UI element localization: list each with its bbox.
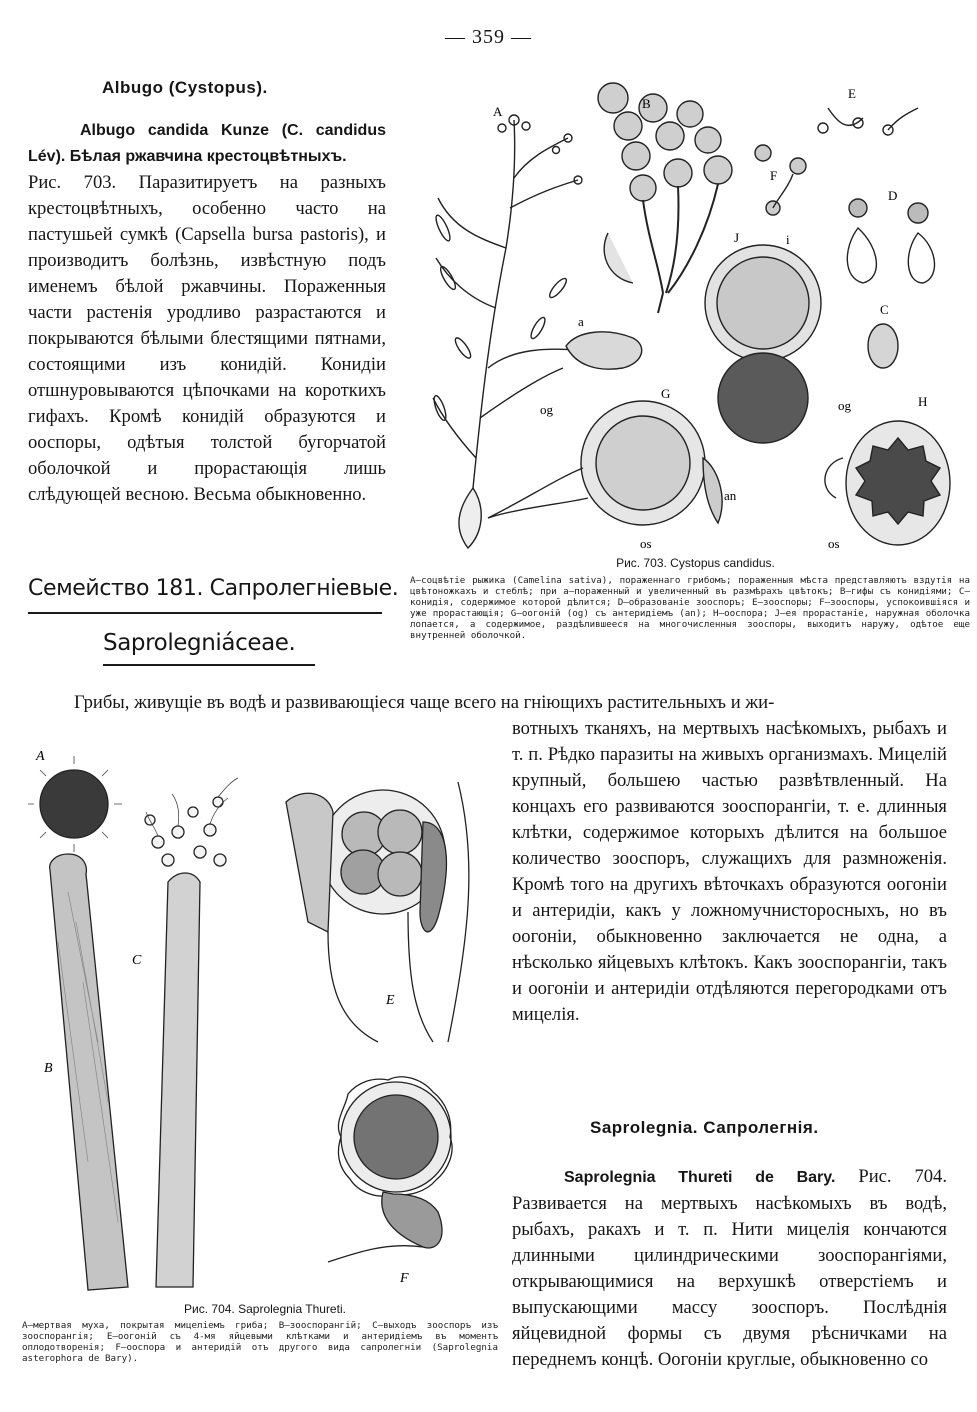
plant-stem bbox=[473, 120, 515, 488]
fig703-label-an: an bbox=[724, 488, 737, 503]
fig704-caption-text: A—мертвая муха, покрытая мицеліемъ гриба; B—зооспорангій; C—выходъ зооспоръ изъ зооспорангія; E—оогоній съ 4-мя яйцевыми клѣтками и антеридіемъ въ моментъ оплодотворенія; F—ооспора и антеридій отъ другого вида сапролегніи (Saprolegnia asterophora de Bary). bbox=[22, 1320, 498, 1364]
fig704-label-C: C bbox=[132, 953, 142, 968]
fig703-label-J: J bbox=[734, 230, 740, 245]
fig703-label-i: i bbox=[786, 232, 790, 247]
fig704-label-E: E bbox=[386, 993, 395, 1008]
page-number: — 359 — bbox=[445, 26, 532, 48]
saprolegnia-description bbox=[512, 1164, 947, 1373]
family-title: Семейство 181. Сапролегніевые. bbox=[28, 576, 399, 601]
fig703-label-og2: og bbox=[838, 398, 851, 413]
albugo-species-lead: Albugo candida Kunze (C. candidus Lév). Бѣлая ржавчина крестоцвѣтныхъ. bbox=[28, 122, 386, 165]
fig703-label-C: C bbox=[880, 302, 889, 317]
family-title-rule bbox=[28, 612, 382, 614]
saprolegnia-species-lead: Saprolegnia Thureti de Bary. bbox=[564, 1169, 836, 1186]
figure-704-illustration bbox=[28, 742, 502, 1294]
saprolegnia-text: Рис. 704. Развивается на мертвыхъ насѣкомыхъ въ водѣ, рыбахъ, ракахъ и т. п. Нити мицелія кончаются длинными цилиндрическими зооспорангіями, открывающимися на верхушкѣ отверстіемъ и выпускающими массу зооспоръ. Послѣднія яйцевидной формы съ двумя рѣсничками на переднемъ концѣ. Оогоніи круглые, обыкновенно со bbox=[512, 1166, 948, 1370]
intro-first-line: Грибы, живущіе въ водѣ и развивающіеся чаще всего на гніющихъ растительныхъ и жи- bbox=[74, 692, 775, 713]
fig703-label-og1: og bbox=[540, 402, 553, 417]
figure-703-illustration bbox=[418, 78, 973, 556]
fig703-label-os1: os bbox=[640, 536, 652, 551]
fig703-label-a: a bbox=[578, 314, 584, 329]
fig703-label-G: G bbox=[661, 386, 671, 401]
figure-704 bbox=[28, 742, 502, 1294]
fig703-label-E: E bbox=[848, 86, 856, 101]
fig704-label-F: F bbox=[400, 1271, 409, 1286]
fig704-label-B: B bbox=[44, 1061, 53, 1076]
fig703-label-F: F bbox=[770, 168, 778, 183]
family-latin: Saprolegniáceae. bbox=[103, 630, 296, 656]
intro-text: вотныхъ тканяхъ, на мертвыхъ насѣкомыхъ, рыбахъ и т. п. Рѣдко паразиты на живыхъ организмахъ. Мицелій крупный, большею частью развѣтвленный. На концахъ его развиваются зооспорангіи, т. е. длинныя клѣтки, содержимое которыхъ дѣлится на большое количество зооспоръ, служащихъ для размноженія. Кромѣ того на другихъ вѣточкахъ образуются оогоніи и антеридіи, какъ у ложномучнисторосныхъ, но въ оогоніи, обыкновенно заключается не одна, а нѣсколько яйцевыхъ клѣтокъ. Какъ зооспорангіи, такъ и оогоніи и антеридіи отдѣляются перегородками отъ мицелія. bbox=[512, 718, 947, 1025]
fig704-label-A: A bbox=[36, 749, 45, 764]
figure-703 bbox=[418, 78, 973, 556]
albugo-description bbox=[28, 118, 386, 508]
albugo-heading: Albugo (Cystopus). bbox=[102, 78, 268, 97]
fig703-label-D: D bbox=[888, 188, 898, 203]
fig704-caption-title: Рис. 704. Saprolegnia Thureti. bbox=[184, 1302, 346, 1316]
fig703-label-H: H bbox=[918, 394, 928, 409]
albugo-text: Рис. 703. Паразитируетъ на разныхъ крестоцвѣтныхъ, особенно часто на пастушьей сумкѣ (Capsella bursa pastoris), и производитъ болѣзнь, извѣстную подъ именемъ бѣлой ржавчины. Пораженныя части растенія уродливо разрастаются и покрываются бѣлыми блестящими пятнами, состоящими изъ конидій. Конидіи отшнуровываются цѣпочками на короткихъ гифахъ. Кромѣ конидій образуются и ооспоры, одѣтыя толстой бугорчатой оболочкой и прорастающія лишь слѣдующей весною. Весьма обыкновенно. bbox=[28, 172, 386, 505]
fig703-caption-text: A—соцвѣтіе рыжика (Camelina sativa), пораженнаго грибомъ; пораженныя мѣста представляютъ вздутія на цвѣтоножкахъ и стеблѣ; при a—пораженный и увеличенный въ размѣрахъ цвѣтокъ; B—гифы съ конидіями; C—конидія, содержимое которой дѣлится; D—образованіе зооспоръ; E—зооспоры; F—зооспоры, успокоившіяся и уже прорастающія; G—оогоній (og) съ антеридіемъ (an); H—ооспора; J—ея прорастаніе, наружная оболочка лопается, а содержимое, раздѣлившееся на многочисленныя зооспоры, выходитъ наружу, одѣтое еще внутренней оболочкой. bbox=[410, 575, 970, 641]
fig703-label-A: A bbox=[493, 104, 503, 119]
saprolegnia-heading: Saprolegnia. Сапролегнія. bbox=[590, 1118, 819, 1137]
fig703-label-os2: os bbox=[828, 536, 840, 551]
fig703-label-B: B bbox=[642, 96, 651, 111]
family-latin-rule bbox=[103, 664, 315, 666]
fig703-caption-title: Рис. 703. Cystopus candidus. bbox=[616, 556, 775, 570]
